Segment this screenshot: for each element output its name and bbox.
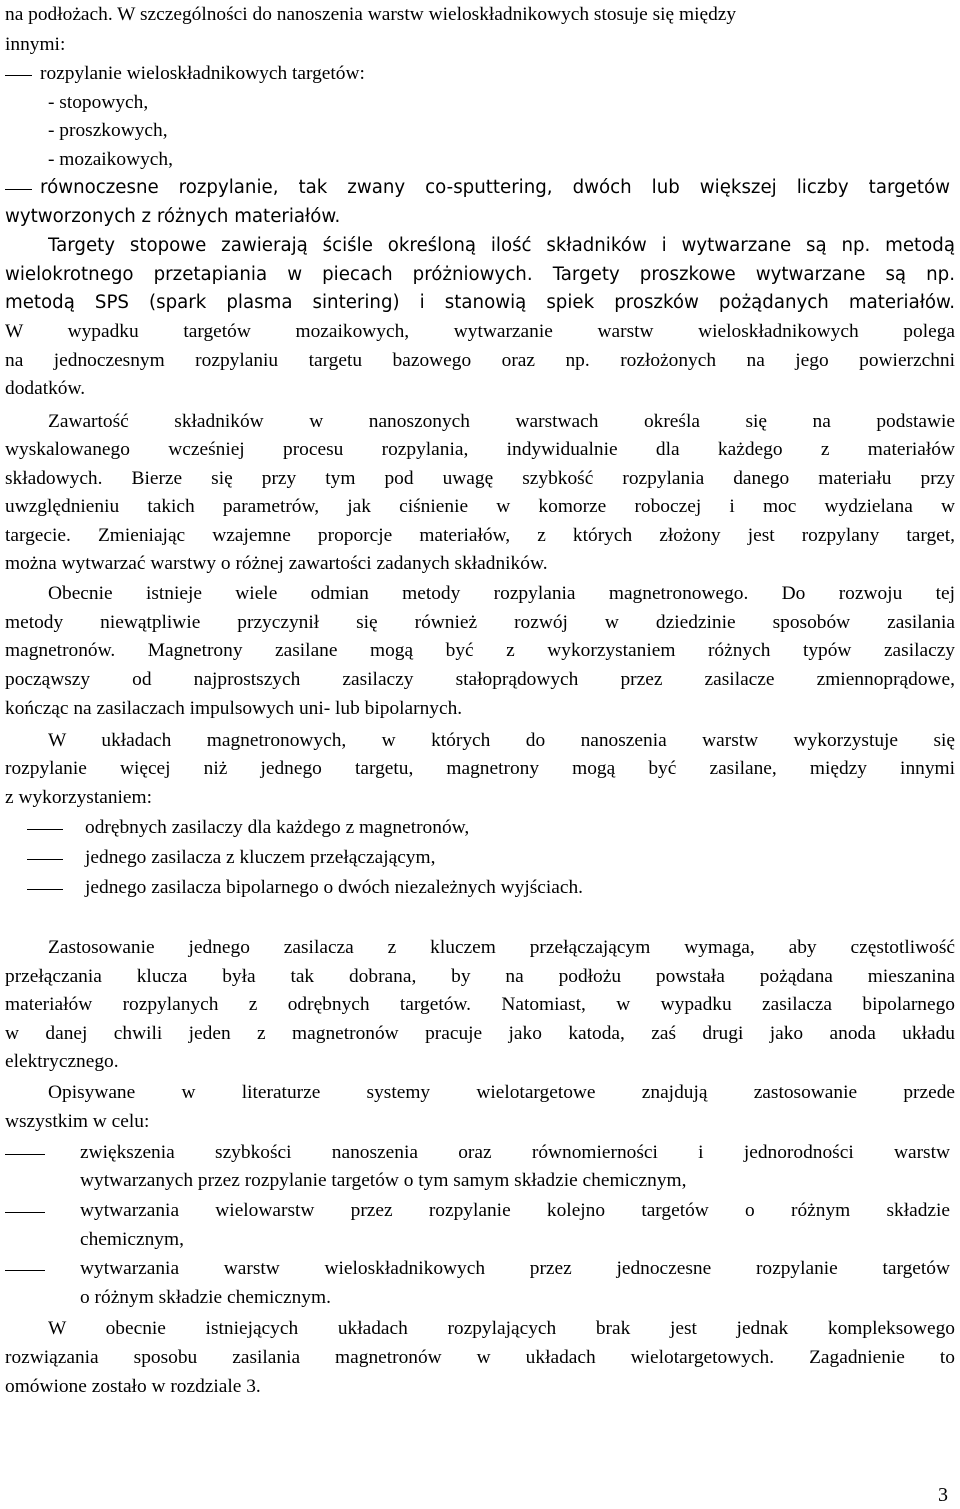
- text-line: na podłożach. W szczególności do nanoszenia warstw wieloskładnikowych stosuje się między: [5, 4, 737, 25]
- text-line: uwzględnieniu takich parametrów, jak ciśnienie w komorze roboczej i moc wydzielana w: [5, 496, 955, 517]
- text-line: Opisywane w literaturze systemy wielotargetowe znajdują zastosowanie przede: [48, 1082, 955, 1103]
- text-line: magnetronów. Magnetrony zasilane mogą być z wykorzystaniem różnych typów zasilaczy: [5, 640, 955, 661]
- text-line: na jednoczesnym rozpylaniu targetu bazowego oraz np. rozłożonych na jego powierzchni: [5, 350, 955, 371]
- text-line: - stopowych,: [48, 92, 149, 113]
- text-line: można wytwarzać warstwy o różnej zawartości zadanych składników.: [5, 553, 548, 574]
- text-line: targecie. Zmieniając wzajemne proporcje materiałów, z których złożony jest rozpylany target,: [5, 525, 955, 546]
- text-line: [0, 1225, 955, 1255]
- text-line: - mozaikowych,: [48, 149, 173, 170]
- text-line: [0, 59, 955, 89]
- text-line: W wypadku targetów mozaikowych, wytwarzanie warstw wieloskładnikowych polega: [5, 321, 955, 342]
- list-dash-marker: [5, 1212, 45, 1213]
- list-item-text: równoczesne rozpylanie, tak zwany co-sputtering, dwóch lub większej liczby targetów: [40, 177, 950, 198]
- list-dash-marker: [5, 189, 32, 190]
- text-line: Obecnie istnieje wiele odmian metody rozpylania magnetronowego. Do rozwoju tej: [48, 583, 955, 604]
- text-line: [0, 1283, 955, 1313]
- text-line: [0, 1138, 955, 1168]
- list-dash-marker: [5, 1154, 45, 1155]
- list-item-text: o różnym składzie chemicznym.: [80, 1287, 331, 1308]
- text-line: w danej chwili jeden z magnetronów pracuje jako katoda, zaś drugi jako anoda układu: [5, 1023, 955, 1044]
- text-line: W układach magnetronowych, w których do nanoszenia warstw wykorzystuje się: [48, 730, 955, 751]
- list-item-text: chemicznym,: [80, 1229, 184, 1250]
- list-item-text: jednego zasilacza z kluczem przełączającym,: [85, 847, 436, 868]
- text-line: począwszy od najprostszych zasilaczy stałoprądowych przez zasilacze zmiennoprądowe,: [5, 669, 955, 690]
- text-line: materiałów rozpylanych z odrębnych targetów. Natomiast, w wypadku zasilacza bipolarnego: [5, 994, 955, 1015]
- text-line: [0, 813, 955, 843]
- text-line: z wykorzystaniem:: [5, 787, 153, 808]
- page-number: 3: [938, 1484, 948, 1506]
- text-line: - proszkowych,: [48, 120, 168, 141]
- text-line: [0, 1196, 955, 1226]
- list-dash-marker: [27, 829, 63, 830]
- text-line: [0, 1254, 955, 1284]
- text-line: [0, 1166, 955, 1196]
- text-line: wszystkim w celu:: [5, 1111, 150, 1132]
- text-line: przełączania klucza była tak dobrana, by na podłożu powstała pożądana mieszanina: [5, 966, 955, 987]
- text-line: innymi:: [5, 34, 66, 55]
- text-line: omówione zostało w rozdziale 3.: [5, 1376, 261, 1397]
- list-item-text: wytwarzanych przez rozpylanie targetów o tym samym składzie chemicznym,: [80, 1170, 687, 1191]
- text-line: [0, 173, 955, 203]
- text-line: W obecnie istniejących układach rozpylających brak jest jednak kompleksowego: [48, 1318, 955, 1339]
- text-line: składowych. Bierze się przy tym pod uwagę szybkość rozpylania danego materiału przy: [5, 468, 955, 489]
- text-line: wielokrotnego przetapiania w piecach próżniowych. Targety proszkowe wytwarzane są np.: [5, 264, 955, 285]
- text-line: wyskalowanego wcześniej procesu rozpylania, indywidualnie dla każdego z materiałów: [5, 439, 955, 460]
- text-line: metodą SPS (spark plasma sintering) i stanowią spiek proszków pożądanych materiałów.: [5, 292, 955, 313]
- list-item-text: jednego zasilacza bipolarnego o dwóch niezależnych wyjściach.: [85, 877, 584, 898]
- list-item-text: odrębnych zasilaczy dla każdego z magnetronów,: [85, 817, 470, 838]
- list-dash-marker: [5, 75, 32, 76]
- list-item-text: wytwarzania wielowarstw przez rozpylanie kolejno targetów o różnym składzie: [80, 1200, 950, 1221]
- text-line: dodatków.: [5, 378, 86, 399]
- text-line: [0, 873, 955, 903]
- list-dash-marker: [27, 889, 63, 890]
- text-line: metody niewątpliwie przyczynił się również rozwój w dziedzinie sposobów zasilania: [5, 612, 955, 633]
- text-line: wytworzonych z różnych materiałów.: [5, 206, 341, 227]
- list-dash-marker: [5, 1270, 45, 1271]
- list-item-text: zwiększenia szybkości nanoszenia oraz równomierności i jednorodności warstw: [80, 1142, 950, 1163]
- text-line: kończąc na zasilaczach impulsowych uni- lub bipolarnych.: [5, 698, 463, 719]
- text-line: rozpylanie więcej niż jednego targetu, magnetrony mogą być zasilane, między innymi: [5, 758, 955, 779]
- list-item-text: rozpylanie wieloskładnikowych targetów:: [40, 63, 365, 84]
- text-line: Targety stopowe zawierają ściśle określoną ilość składników i wytwarzane są np. metodą: [48, 235, 955, 256]
- text-line: elektrycznego.: [5, 1051, 119, 1072]
- list-dash-marker: [27, 859, 63, 860]
- text-line: [0, 843, 955, 873]
- text-line: rozwiązania sposobu zasilania magnetronów w układach wielotargetowych. Zagadnienie to: [5, 1347, 955, 1368]
- list-item-text: wytwarzania warstw wieloskładnikowych przez jednoczesne rozpylanie targetów: [80, 1258, 950, 1279]
- text-line: Zastosowanie jednego zasilacza z kluczem przełączającym wymaga, aby częstotliwość: [48, 937, 955, 958]
- text-line: Zawartość składników w nanoszonych warstwach określa się na podstawie: [48, 411, 955, 432]
